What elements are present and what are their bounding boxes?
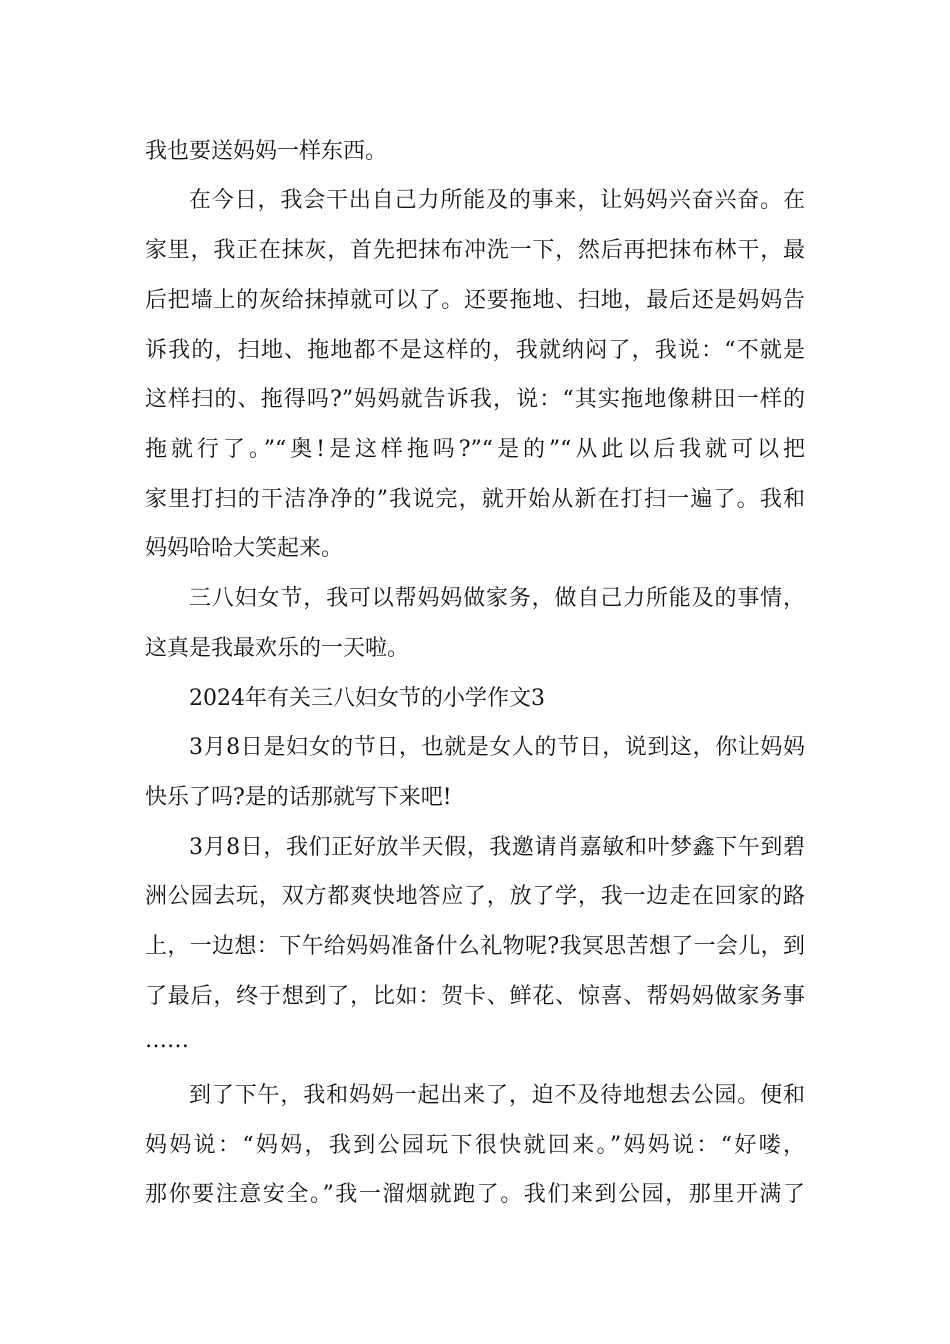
text-line: 洲公园去玩，双方都爽快地答应了，放了学，我一边走在回家的路: [145, 884, 805, 909]
text-line: 这样扫的、拖得吗?”妈妈就告诉我，说：“其实拖地像耕田一样的: [145, 387, 805, 412]
section-heading: 2024年有关三八妇女节的小学作文3: [189, 686, 545, 711]
text-line: 后把墙上的灰给抹掉就可以了。还要拖地、扫地，最后还是妈妈告: [145, 288, 805, 313]
text-line: 那你要注意安全。”我一溜烟就跑了。我们来到公园，那里开满了: [145, 1182, 805, 1207]
text-line: 拖就行了。”“奥!是这样拖吗?”“是的”“从此以后我就可以把: [145, 437, 805, 462]
text-line: 家里，我正在抹灰，首先把抹布冲洗一下，然后再把抹布林干，最: [145, 238, 805, 263]
text-line: 3月8日是妇女的节日，也就是女人的节日，说到这，你让妈妈: [189, 735, 805, 760]
text-line: 3月8日，我们正好放半天假，我邀请肖嘉敏和叶梦鑫下午到碧: [189, 835, 805, 860]
text-line: ……: [145, 1028, 189, 1053]
text-line: 这真是我最欢乐的一天啦。: [145, 636, 410, 661]
text-line: 家里打扫的干洁净净的”我说完，就开始从新在打扫一遍了。我和: [145, 487, 805, 512]
text-line: 在今日，我会干出自己力所能及的事来，让妈妈兴奋兴奋。在: [189, 188, 805, 213]
text-line: 诉我的，扫地、拖地都不是这样的，我就纳闷了，我说：“不就是: [145, 338, 805, 363]
text-line: 快乐了吗?是的话那就写下来吧!: [145, 785, 452, 810]
text-line: 上，一边想：下午给妈妈准备什么礼物呢?我冥思苦想了一会儿，到: [145, 934, 805, 959]
text-line: 妈妈哈哈大笑起来。: [145, 536, 344, 561]
text-line: 妈妈说：“妈妈，我到公园玩下很快就回来。”妈妈说：“好喽，: [145, 1133, 805, 1158]
text-line: 到了下午，我和妈妈一起出来了，迫不及待地想去公园。便和: [189, 1083, 805, 1108]
text-line: 三八妇女节，我可以帮妈妈做家务，做自己力所能及的事情，: [189, 586, 805, 611]
text-line: 了最后，终于想到了，比如：贺卡、鲜花、惊喜、帮妈妈做家务事: [145, 984, 805, 1009]
text-line: 我也要送妈妈一样东西。: [145, 139, 388, 164]
